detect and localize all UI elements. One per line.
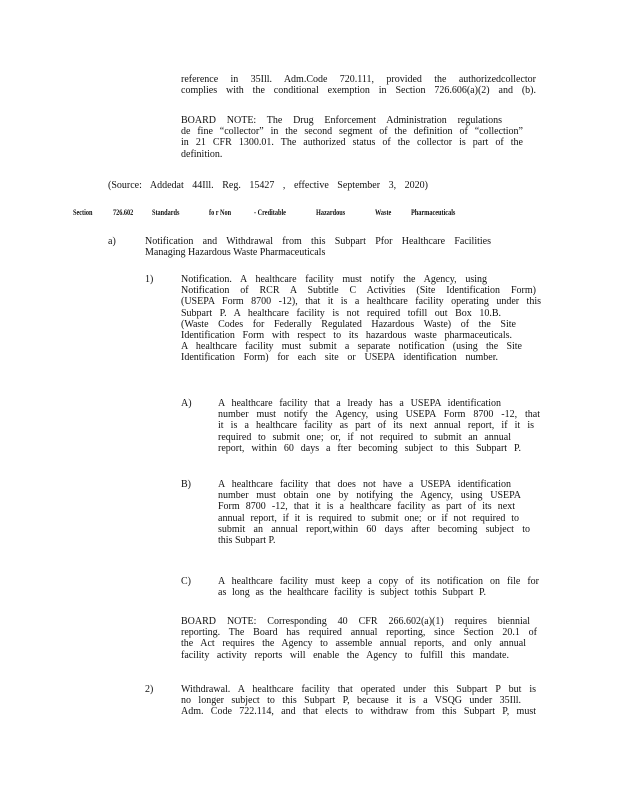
text-line: no longer subject to this Subpart P, because it is a VSQG under 35Ill.: [181, 695, 521, 707]
text-line: Identification Form) for each site or USEPA identification number.: [181, 352, 498, 364]
text-line: complies with the conditional exemption in Section 726.606(a)(2) and (b).: [181, 85, 536, 97]
text-line: reference in 35Ill. Adm.Code 720.111, provided the authorizedcollector: [181, 74, 536, 85]
text-line: report, within 60 days a fter becoming subject to this Subpart P.: [218, 442, 521, 454]
item-label-B: B): [181, 479, 191, 490]
text-line: (Waste Codes for Federally Regulated Hazardous Waste) of the Site: [181, 318, 516, 330]
text-line: BOARD NOTE: Corresponding 40 CFR 266.602(a)(1) requires biennial: [181, 616, 530, 627]
text-line: Managing Hazardous Waste Pharmaceuticals: [145, 247, 326, 259]
text-line: annual report, if it is required to submit one; or if not required to: [218, 512, 519, 524]
section-word: Section: [73, 208, 93, 217]
text-line: Form 8700 -12, that it is a healthcare facility as part of its next: [218, 501, 515, 513]
item-label-C: C): [181, 576, 191, 587]
text-line: A healthcare facility that a lready has a USEPA identification: [218, 398, 501, 409]
item-B-text: [218, 479, 530, 546]
text-line: Notification and Withdrawal from this Subpart Pfor Healthcare Facilities: [145, 236, 491, 247]
text-line: number must obtain one by notifying the Agency, using USEPA: [218, 490, 521, 502]
text-line: this Subpart P.: [218, 535, 276, 547]
text-line: in 21 CFR 1300.01. The authorized status of the collector is part of the: [181, 137, 523, 149]
heading-word: Waste: [375, 208, 392, 217]
item-a-text: [145, 236, 491, 258]
item-1-text: [181, 274, 541, 364]
item-label-a: a): [108, 236, 116, 247]
board-note-reporting: [181, 616, 537, 661]
text-line: it is a healthcare facility as part of its next annual report, if it is: [218, 420, 534, 432]
text-line: Identification Form with respect to its hazardous waste pharmaceuticals.: [181, 330, 512, 342]
item-label-2: 2): [145, 684, 154, 695]
board-note-collector: [181, 115, 523, 160]
section-heading: [0, 208, 618, 220]
text-line: reporting. The Board has required annual reporting, since Section 20.1 of: [181, 627, 537, 639]
text-line: the Act requires the Agency to assemble annual reports, and only annual: [181, 638, 526, 650]
text-line: Adm. Code 722.114, and that elects to withdraw from this Subpart P, must: [181, 706, 536, 718]
heading-word: Standards: [152, 208, 180, 217]
text-line: required to submit one; or, if not required to submit an annual: [218, 431, 511, 443]
text-line: A healthcare facility that does not have a USEPA identification: [218, 479, 511, 490]
text-line: A healthcare facility must submit a separate notification (using the Site: [181, 341, 522, 353]
item-label-1: 1): [145, 274, 154, 285]
text-line: facility activity reports will enable the Agency to fulfill this mandate.: [181, 649, 509, 661]
item-A-text: [218, 398, 540, 454]
heading-word: fo r Non: [209, 208, 232, 217]
text-line: (USEPA Form 8700 -12), that it is a healthcare facility operating under this: [181, 296, 541, 308]
text-line: (Source: Addedat 44Ill. Reg. 15427 , effective September 3, 2020): [108, 180, 428, 191]
text-line: submit an annual report,within 60 days after becoming subject to: [218, 523, 530, 535]
text-line: A healthcare facility must keep a copy of its notification on file for: [218, 576, 539, 587]
item-label-A: A): [181, 398, 192, 409]
text-line: number must notify the Agency, using USEPA Form 8700 -12, that: [218, 409, 540, 421]
heading-word: Hazardous: [316, 208, 346, 217]
text-line: Withdrawal. A healthcare facility that operated under this Subpart P but is: [181, 684, 536, 695]
text-line: de fine “collector” in the second segment of the definition of “collection”: [181, 126, 523, 138]
text-line: BOARD NOTE: The Drug Enforcement Administration regulations: [181, 115, 502, 126]
section-number: 726.602: [113, 208, 134, 217]
text-line: as long as the healthcare facility is subject tothis Subpart P.: [218, 587, 486, 599]
item-C-text: [218, 576, 539, 598]
reference-paragraph: [181, 74, 536, 96]
text-line: Notification of RCR A Subtitle C Activities (Site Identification Form): [181, 285, 536, 297]
text-line: Subpart P. A healthcare facility is not required tofill out Box 10.B.: [181, 307, 501, 319]
heading-word: - Creditable: [254, 208, 286, 217]
heading-word: Pharmaceuticals: [411, 208, 456, 217]
item-2-text: [181, 684, 536, 718]
text-line: Notification. A healthcare facility must notify the Agency, using: [181, 274, 487, 285]
source-note: [108, 180, 428, 191]
text-line: definition.: [181, 148, 223, 160]
